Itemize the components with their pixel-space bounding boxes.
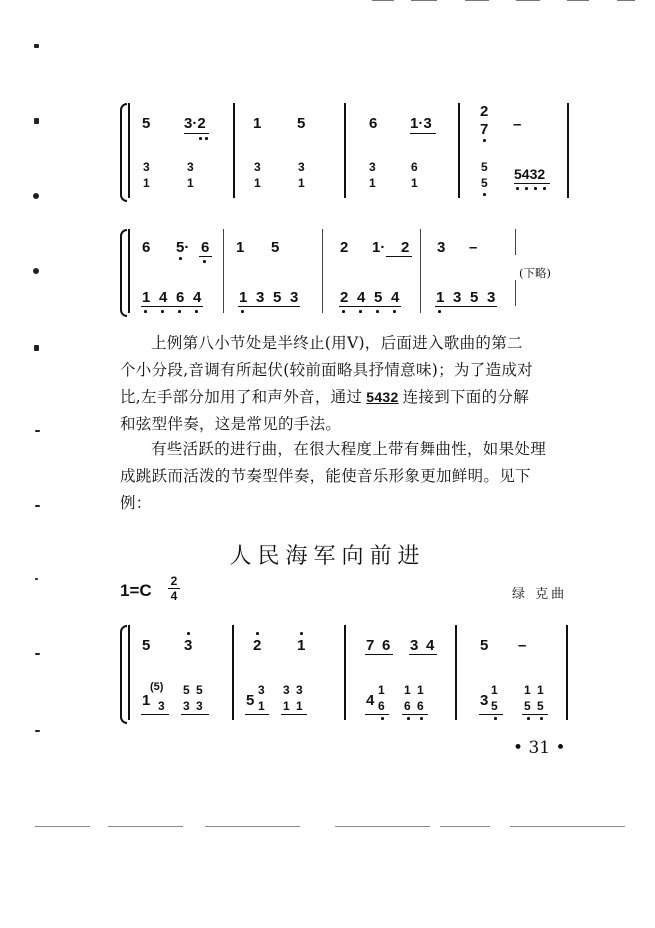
note: – [513, 116, 522, 133]
time-signature: 2 4 [168, 575, 180, 602]
note-run: 5432 [514, 166, 546, 182]
note: 3 [187, 160, 194, 174]
note: 3 [184, 637, 193, 654]
note: 1 [369, 176, 376, 190]
note: 3 [453, 289, 462, 306]
note: 3 [143, 160, 150, 174]
note: 3 [254, 160, 261, 174]
note: 5 [273, 289, 282, 306]
note: 1· [372, 239, 386, 256]
note: 7 [480, 121, 489, 138]
note: 5 [142, 115, 151, 132]
text-line: 比,左手部分加用了和声外音，通过 [120, 388, 363, 406]
note: 1 [411, 176, 418, 190]
note: 3 [410, 637, 419, 654]
note: 3 [183, 699, 190, 713]
note: 1 [491, 683, 498, 697]
note: 1 [254, 176, 261, 190]
note: 5 [297, 115, 306, 132]
bass-note: 1 [142, 692, 151, 709]
note: 1 [297, 637, 306, 654]
note: 7 [366, 637, 375, 654]
note: 6 [142, 239, 151, 256]
note: 4 [193, 289, 202, 306]
note: 1 [436, 289, 445, 306]
bass-note: 5 [246, 692, 255, 709]
note: 1 [143, 176, 150, 190]
note: 5 [480, 637, 489, 654]
note: 4 [357, 289, 366, 306]
note: 6 [369, 115, 378, 132]
note: 6 [382, 637, 391, 654]
note: 1 [283, 699, 290, 713]
bass-note: 4 [366, 692, 375, 709]
note: 5 [374, 289, 383, 306]
note: 4 [426, 637, 435, 654]
note: 5· [176, 239, 190, 256]
note: 5 [481, 160, 488, 174]
note: 1 [239, 289, 248, 306]
note: 6 [411, 160, 418, 174]
note: 3·2 [184, 115, 206, 132]
note: 1 [187, 176, 194, 190]
note: 5 [524, 699, 531, 713]
note: 5 [142, 637, 151, 654]
note: 1 [236, 239, 245, 256]
note: 1·3 [410, 115, 432, 132]
note: 2 [480, 103, 489, 120]
text-line: 和弦型伴奏，这是常见的手法。 [120, 415, 342, 433]
note: 6 [378, 699, 385, 713]
note: 3 [256, 289, 265, 306]
note: 2 [340, 289, 349, 306]
note: 6 [201, 239, 210, 256]
note: 1 [258, 699, 265, 713]
note: 2 [253, 637, 262, 654]
note: 3 [290, 289, 299, 306]
text-line: 例： [120, 494, 152, 512]
text-line: 成跳跃而活泼的节奏型伴奏，能使音乐形象更加鲜明。见下 [120, 467, 531, 485]
composer: 绿 克曲 [512, 587, 568, 602]
note: 6 [417, 699, 424, 713]
note: 6 [404, 699, 411, 713]
note: 3 [487, 289, 496, 306]
note: 1 [404, 683, 411, 697]
note: 2 [340, 239, 349, 256]
body-paragraph-1 [120, 330, 575, 438]
note: 5 [183, 683, 190, 697]
note: 5 [271, 239, 280, 256]
note: 4 [159, 289, 168, 306]
note: 3 [258, 683, 265, 697]
note: 5 [470, 289, 479, 306]
body-paragraph-2 [120, 436, 575, 517]
note: 1 [537, 683, 544, 697]
note: 1 [524, 683, 531, 697]
note: 1 [417, 683, 424, 697]
note: 3 [437, 239, 446, 256]
note: 1 [296, 699, 303, 713]
note: 3 [283, 683, 290, 697]
note: – [518, 637, 527, 654]
text-line: 有些活跃的进行曲，在很大程度上带有舞曲性，如果处理 [151, 440, 547, 458]
text-line: 连接到下面的分解 [402, 388, 529, 406]
page-number: • 31 • [513, 738, 566, 758]
text-line: 个小分段,音调有所起伏(较前面略具抒情意味)；为了造成对 [120, 361, 533, 379]
note: 1 [298, 176, 305, 190]
note: 4 [391, 289, 400, 306]
note: 3 [369, 160, 376, 174]
bass-note: 3 [480, 692, 489, 709]
note: – [469, 239, 478, 256]
note: 1 [378, 683, 385, 697]
inline-note-run: 5432 [366, 389, 399, 405]
key-signature: 1=C [120, 581, 152, 600]
note: 3 [296, 683, 303, 697]
note: 3 [158, 699, 165, 713]
note: 3 [196, 699, 203, 713]
text-line: 上例第八小节处是半终止(用Ⅴ)，后面进入歌曲的第二 [151, 334, 523, 352]
note: 5 [481, 176, 488, 190]
note: 1 [253, 115, 262, 132]
note: 5 [537, 699, 544, 713]
note: 6 [176, 289, 185, 306]
note: (5) [150, 681, 164, 693]
note: 5 [491, 699, 498, 713]
note: 2 [401, 239, 410, 256]
note: 1 [142, 289, 151, 306]
note: 3 [298, 160, 305, 174]
omitted-note: (下略) [519, 266, 551, 280]
song-title: 人民海军向前进 [229, 544, 426, 569]
note: 5 [196, 683, 203, 697]
